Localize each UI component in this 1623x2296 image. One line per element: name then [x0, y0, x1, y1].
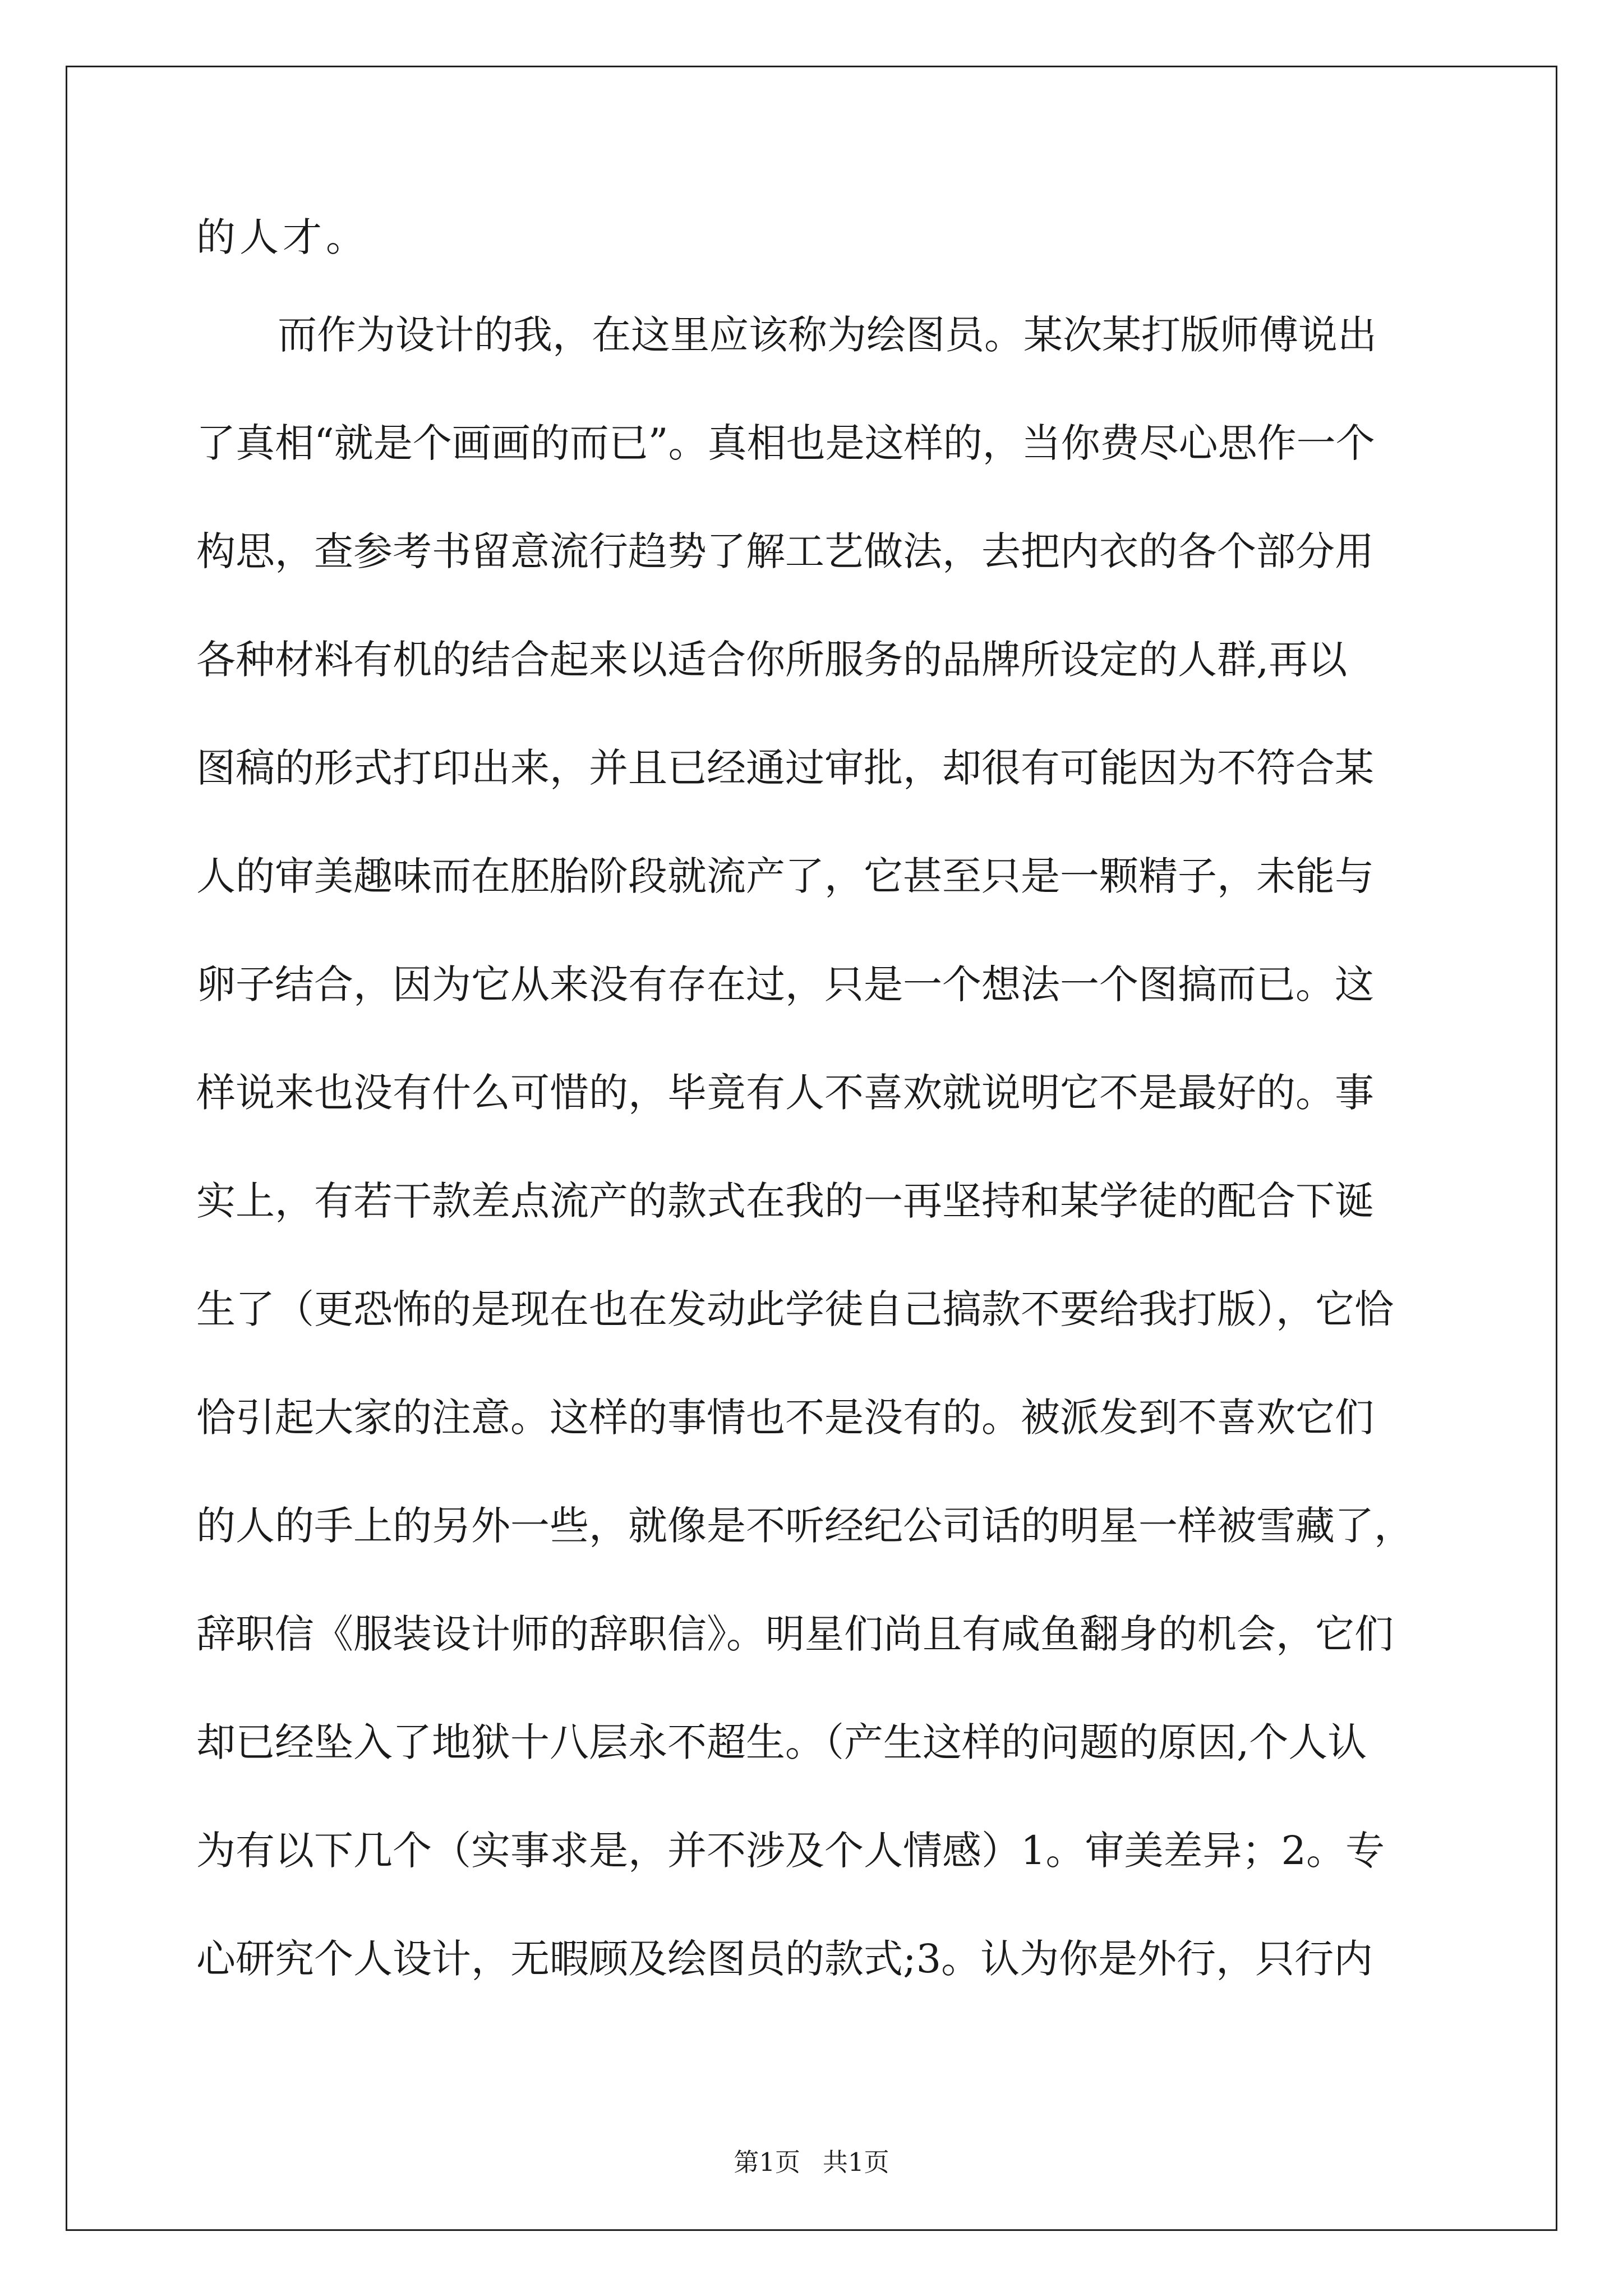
page-footer	[0, 2146, 1623, 2179]
paragraph-start-line: 而作为设计的我，在这里应该称为绘图员。某次某打版师傅说出	[278, 312, 1377, 358]
text-line: 构思，查参考书留意流行趋势了解工艺做法，去把内衣的各个部分用	[196, 528, 1374, 574]
page-total: 共1页	[823, 2147, 889, 2177]
text-line: 各种材料有机的结合起来以适合你所服务的品牌所设定的人群,再以	[196, 637, 1348, 683]
document-body	[196, 194, 1436, 2013]
text-line: 人的审美趣味而在胚胎阶段就流产了，它甚至只是一颗精子，未能与	[196, 853, 1374, 899]
text-line: 了真相“就是个画画的而已”。真相也是这样的，当你费尽心思作一个	[196, 420, 1375, 466]
text-line: 恰引起大家的注意。这样的事情也不是没有的。被派发到不喜欢它们	[196, 1395, 1374, 1441]
text-line: 生了（更恐怖的是现在也在发动此学徒自己搞款不要给我打版），它恰	[196, 1286, 1394, 1332]
text-line: 为有以下几个（实事求是，并不涉及个人情感）1。审美差异；2。专	[196, 1828, 1385, 1874]
page-number: 第1页	[734, 2147, 800, 2177]
text-line: 辞职信《服装设计师的辞职信》。明星们尚且有咸鱼翻身的机会，它们	[196, 1611, 1394, 1657]
text-line: 样说来也没有什么可惜的，毕竟有人不喜欢就说明它不是最好的。事	[196, 1070, 1374, 1116]
text-line: 实上，有若干款差点流产的款式在我的一再坚持和某学徒的配合下诞	[196, 1178, 1374, 1224]
text-line: 的人才。	[196, 214, 369, 260]
text-line: 卵子结合，因为它从来没有存在过，只是一个想法一个图搞而已。这	[196, 961, 1374, 1007]
text-line: 的人的手上的另外一些，就像是不听经纪公司话的明星一样被雪藏了，	[196, 1503, 1413, 1549]
text-line: 却已经坠入了地狱十八层永不超生。（产生这样的问题的原因,个人认	[196, 1719, 1367, 1765]
text-line: 心研究个人设计，无暇顾及绘图员的款式;3。认为你是外行，只行内	[196, 1936, 1373, 1982]
text-line: 图稿的形式打印出来，并且已经通过审批，却很有可能因为不符合某	[196, 745, 1374, 791]
